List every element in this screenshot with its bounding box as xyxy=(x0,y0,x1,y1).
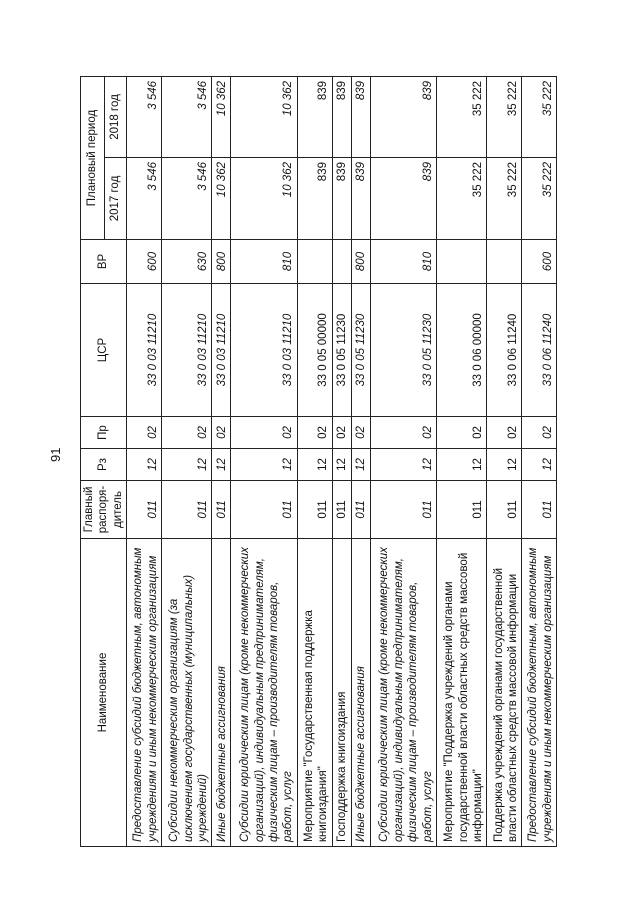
row-amount-2018: 10 362 xyxy=(231,76,297,157)
row-rz: 12 xyxy=(212,449,231,481)
row-amount-2017: 839 xyxy=(351,158,370,240)
budget-table xyxy=(80,76,557,847)
row-amount-2017: 35 222 xyxy=(487,158,522,240)
table-row xyxy=(487,76,522,846)
row-csr: 33 0 03 11210 xyxy=(231,284,297,417)
row-pr: 02 xyxy=(231,417,297,449)
row-vr: 810 xyxy=(231,240,297,284)
row-amount-2017: 35 222 xyxy=(522,158,557,240)
table-row xyxy=(351,76,370,846)
row-pr: 02 xyxy=(212,417,231,449)
row-csr: 33 0 05 11230 xyxy=(370,284,436,417)
row-main-spender: 011 xyxy=(231,481,297,539)
row-amount-2018: 35 222 xyxy=(522,76,557,157)
row-pr: 02 xyxy=(297,417,332,449)
header-csr: ЦСР xyxy=(81,284,127,417)
header-pr: Пр xyxy=(81,417,127,449)
row-main-spender: 011 xyxy=(332,481,351,539)
row-rz: 12 xyxy=(161,449,212,481)
table-row xyxy=(127,76,162,846)
header-main-spender: Главный распоря-дитель xyxy=(81,481,127,539)
row-csr: 33 0 03 11210 xyxy=(127,284,162,417)
row-csr: 33 0 05 00000 xyxy=(297,284,332,417)
row-amount-2018: 35 222 xyxy=(487,76,522,157)
row-pr: 02 xyxy=(370,417,436,449)
row-csr: 33 0 05 11230 xyxy=(351,284,370,417)
row-main-spender: 011 xyxy=(297,481,332,539)
header-year-2017: 2017 год xyxy=(105,158,127,240)
page-number: 91 xyxy=(48,447,63,462)
row-vr xyxy=(297,240,332,284)
row-rz: 12 xyxy=(332,449,351,481)
row-name: Субсидии некоммерческим организациям (за исключением государственных (муниципальных) учреждений) xyxy=(161,539,212,847)
row-main-spender: 011 xyxy=(370,481,436,539)
row-name: Поддержка учреждений органами государственной власти областных средств массовой информации xyxy=(487,539,522,847)
row-rz: 12 xyxy=(127,449,162,481)
row-vr xyxy=(332,240,351,284)
row-name: Мероприятие "Поддержка учреждений органами государственной власти областных средств массовой информации" xyxy=(436,539,487,847)
row-amount-2018: 839 xyxy=(332,76,351,157)
row-rz: 12 xyxy=(351,449,370,481)
row-pr: 02 xyxy=(161,417,212,449)
row-rz: 12 xyxy=(522,449,557,481)
row-main-spender: 011 xyxy=(351,481,370,539)
row-amount-2017: 10 362 xyxy=(212,158,231,240)
row-amount-2017: 35 222 xyxy=(436,158,487,240)
table-row xyxy=(297,76,332,846)
row-amount-2018: 10 362 xyxy=(212,76,231,157)
row-main-spender: 011 xyxy=(436,481,487,539)
table-row xyxy=(332,76,351,846)
header-year-2018: 2018 год xyxy=(105,76,127,157)
row-name: Мероприятие "Государственная поддержка книгоиздания" xyxy=(297,539,332,847)
row-name: Предоставление субсидий бюджетным, автономным учреждениям и иным некоммерческим организациям xyxy=(522,539,557,847)
row-pr: 02 xyxy=(332,417,351,449)
row-amount-2018: 839 xyxy=(351,76,370,157)
row-main-spender: 011 xyxy=(522,481,557,539)
row-name: Иные бюджетные ассигнования xyxy=(351,539,370,847)
row-csr: 33 0 03 11210 xyxy=(161,284,212,417)
row-vr xyxy=(487,240,522,284)
table-row xyxy=(370,76,436,846)
row-name: Субсидии юридическим лицам (кроме некоммерческих организаций), индивидуальным предпринимателям, физическим лицам – производителям товаров, работ, услуг xyxy=(370,539,436,847)
row-name: Господдержка книгоиздания xyxy=(332,539,351,847)
row-rz: 12 xyxy=(297,449,332,481)
row-csr: 33 0 06 00000 xyxy=(436,284,487,417)
row-amount-2018: 35 222 xyxy=(436,76,487,157)
row-pr: 02 xyxy=(127,417,162,449)
row-pr: 02 xyxy=(351,417,370,449)
row-vr: 800 xyxy=(351,240,370,284)
row-name: Предоставление субсидий бюджетным, автономным учреждениям и иным некоммерческим организациям xyxy=(127,539,162,847)
row-vr xyxy=(436,240,487,284)
row-csr: 33 0 03 11210 xyxy=(212,284,231,417)
row-name: Субсидии юридическим лицам (кроме некоммерческих организаций), индивидуальным предпринимателям, физическим лицам – производителям товаров, работ, услуг xyxy=(231,539,297,847)
table-row xyxy=(436,76,487,846)
row-amount-2018: 839 xyxy=(370,76,436,157)
row-rz: 12 xyxy=(487,449,522,481)
row-vr: 600 xyxy=(522,240,557,284)
header-rz: Рз xyxy=(81,449,127,481)
row-amount-2017: 10 362 xyxy=(231,158,297,240)
row-main-spender: 011 xyxy=(212,481,231,539)
header-name: Наименование xyxy=(81,539,127,847)
row-rz: 12 xyxy=(370,449,436,481)
row-csr: 33 0 06 11240 xyxy=(487,284,522,417)
row-amount-2018: 3 546 xyxy=(161,76,212,157)
table-row xyxy=(231,76,297,846)
row-main-spender: 011 xyxy=(161,481,212,539)
row-vr: 800 xyxy=(212,240,231,284)
budget-table-rotated xyxy=(80,77,557,847)
row-main-spender: 011 xyxy=(127,481,162,539)
row-vr: 630 xyxy=(161,240,212,284)
row-main-spender: 011 xyxy=(487,481,522,539)
table-row xyxy=(522,76,557,846)
row-amount-2018: 839 xyxy=(297,76,332,157)
row-amount-2017: 839 xyxy=(370,158,436,240)
row-csr: 33 0 06 11240 xyxy=(522,284,557,417)
row-rz: 12 xyxy=(231,449,297,481)
row-amount-2017: 839 xyxy=(332,158,351,240)
header-vr: ВР xyxy=(81,240,127,284)
row-vr: 600 xyxy=(127,240,162,284)
row-vr: 810 xyxy=(370,240,436,284)
row-name: Иные бюджетные ассигнования xyxy=(212,539,231,847)
row-amount-2017: 839 xyxy=(297,158,332,240)
row-amount-2018: 3 546 xyxy=(127,76,162,157)
table-row xyxy=(161,76,212,846)
table-row xyxy=(212,76,231,846)
row-amount-2017: 3 546 xyxy=(161,158,212,240)
row-pr: 02 xyxy=(522,417,557,449)
row-amount-2017: 3 546 xyxy=(127,158,162,240)
row-pr: 02 xyxy=(487,417,522,449)
header-planning-period: Плановый период xyxy=(81,76,105,239)
row-pr: 02 xyxy=(436,417,487,449)
row-csr: 33 0 05 11230 xyxy=(332,284,351,417)
row-rz: 12 xyxy=(436,449,487,481)
